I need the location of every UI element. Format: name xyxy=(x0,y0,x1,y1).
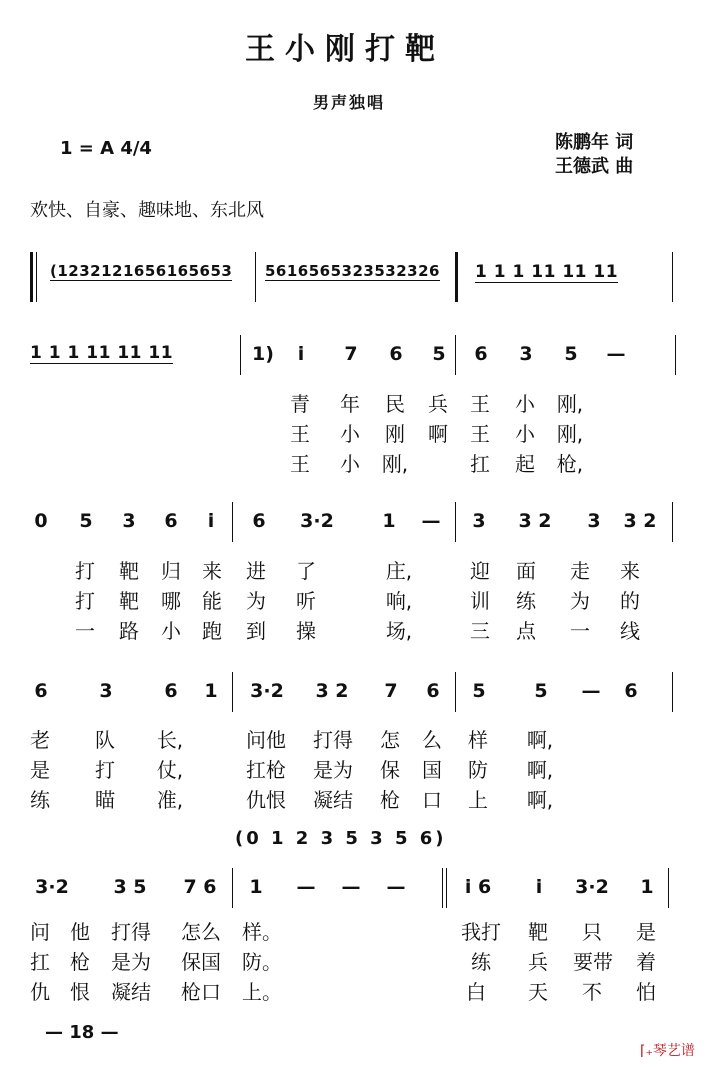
lyric: 恨 xyxy=(70,980,90,1004)
note: 5 xyxy=(472,680,486,702)
lyric: 长, xyxy=(156,728,184,752)
lyric: 凝结 xyxy=(111,980,151,1004)
lyric: 啊, xyxy=(526,788,554,812)
lyric: 小 xyxy=(340,422,360,446)
note: 7 xyxy=(384,680,398,702)
lyric-row xyxy=(0,448,720,476)
intro-bar-2: 5616565323532326 xyxy=(265,262,440,280)
note: 1 xyxy=(382,510,396,532)
lyric: 线 xyxy=(620,619,640,643)
lyric: 仗, xyxy=(156,758,184,782)
note: 3 xyxy=(99,680,113,702)
staff-line-2 xyxy=(0,335,720,375)
bar-line xyxy=(675,335,676,375)
lyric: 刚, xyxy=(556,392,584,416)
bar-line xyxy=(240,335,241,375)
lyric: 打 xyxy=(75,559,95,583)
lyric-row xyxy=(0,754,720,782)
note: 1 xyxy=(640,876,654,898)
lyric: 走 xyxy=(570,559,590,583)
lyric: 打 xyxy=(95,758,115,782)
lyric: 他 xyxy=(70,920,90,944)
bar-line-double xyxy=(455,252,458,302)
lyric: 样。 xyxy=(242,920,282,944)
lyric: 路 xyxy=(119,619,139,643)
staff-line-5 xyxy=(0,868,720,908)
note: 5 xyxy=(534,680,548,702)
lyric: 操 xyxy=(296,619,316,643)
lyric-row xyxy=(0,784,720,812)
lyric: 打得 xyxy=(313,728,353,752)
lyric-row xyxy=(0,724,720,752)
note: i 6 xyxy=(464,876,492,898)
note: 3 2 xyxy=(518,510,552,532)
note: i xyxy=(297,343,305,365)
note: 3 xyxy=(519,343,533,365)
lyric: 瞄 xyxy=(95,788,115,812)
lyric: 扛 xyxy=(470,452,490,476)
lyric: 靶 xyxy=(528,920,548,944)
lyric: 年 xyxy=(340,392,360,416)
note-group: 1 1 1 11 11 11 xyxy=(30,343,174,363)
lyric: 进 xyxy=(246,559,266,583)
lyric: 是 xyxy=(636,920,656,944)
note: 1) xyxy=(252,343,274,365)
lyric: 哪 xyxy=(161,589,181,613)
lyric: 我打 xyxy=(461,920,501,944)
lyricist-credit: 陈鹏年 词 xyxy=(555,132,634,153)
lyric-row xyxy=(0,916,720,944)
lyric: 怕 xyxy=(636,980,656,1004)
note: 3 xyxy=(122,510,136,532)
lyric: 枪, xyxy=(556,452,584,476)
lyric: 打得 xyxy=(111,920,151,944)
lyric: 准, xyxy=(156,788,184,812)
lyric-row xyxy=(0,615,720,643)
lyric: 口 xyxy=(422,788,442,812)
lyric: 为 xyxy=(570,589,590,613)
lyric: 一 xyxy=(570,619,590,643)
note: — xyxy=(341,876,361,898)
note: 1 xyxy=(249,876,263,898)
note: — xyxy=(421,510,441,532)
lyric: 枪 xyxy=(70,950,90,974)
lyric: 是为 xyxy=(313,758,353,782)
note: i xyxy=(535,876,543,898)
note: 6 xyxy=(34,680,48,702)
lyric: 刚, xyxy=(556,422,584,446)
lyric: 小 xyxy=(515,392,535,416)
bar-line xyxy=(672,252,673,302)
lyric: 了 xyxy=(296,559,316,583)
lyric: 来 xyxy=(202,559,222,583)
lyric: 练 xyxy=(516,589,536,613)
bar-line xyxy=(232,672,233,712)
lyric: 防。 xyxy=(242,950,282,974)
lyric: 老 xyxy=(30,728,50,752)
note: — xyxy=(386,876,406,898)
page-number: — 18 — xyxy=(45,1022,119,1043)
lyric: 不 xyxy=(582,980,602,1004)
song-title: 王小刚打靶 xyxy=(245,32,445,67)
lyric: 么 xyxy=(422,728,442,752)
lyric: 怎么 xyxy=(181,920,221,944)
bar-line-double xyxy=(442,868,443,908)
note: 5 xyxy=(432,343,446,365)
lyric: 到 xyxy=(246,619,266,643)
lyric: 扛枪 xyxy=(246,758,286,782)
note: 6 xyxy=(624,680,638,702)
lyric: 训 xyxy=(470,589,490,613)
logo-icon: ⌈₊ xyxy=(640,1043,653,1059)
lyric: 保 xyxy=(380,758,400,782)
note: 7 xyxy=(344,343,358,365)
note: 3·2 xyxy=(250,680,284,702)
staff-line-3 xyxy=(0,502,720,542)
lyric: 啊, xyxy=(526,758,554,782)
repeat-bar xyxy=(30,252,33,302)
note: 6 xyxy=(474,343,488,365)
lyric: 靶 xyxy=(119,559,139,583)
lyric: 靶 xyxy=(119,589,139,613)
lyric: 是 xyxy=(30,758,50,782)
lyric: 枪口 xyxy=(181,980,221,1004)
lyric: 场, xyxy=(385,619,413,643)
note: 3 xyxy=(587,510,601,532)
note: i xyxy=(207,510,215,532)
note: 6 xyxy=(164,680,178,702)
lyric: 小 xyxy=(515,422,535,446)
lyric-row xyxy=(0,388,720,416)
lyric: 兵 xyxy=(528,950,548,974)
note: 6 xyxy=(426,680,440,702)
note: 6 xyxy=(389,343,403,365)
intro-bar-1: (1232121656165653 xyxy=(50,262,233,280)
lyric: 的 xyxy=(620,589,640,613)
tempo-marking: 欢快、自豪、趣味地、东北风 xyxy=(30,200,264,221)
lyric: 要带 xyxy=(573,950,613,974)
note: 1 xyxy=(204,680,218,702)
lyric: 兵 xyxy=(428,392,448,416)
lyric: 上。 xyxy=(242,980,282,1004)
lyric: 民 xyxy=(385,392,405,416)
lyric: 国 xyxy=(422,758,442,782)
staff-line-4 xyxy=(0,672,720,712)
lyric: 防 xyxy=(468,758,488,782)
song-subtitle: 男声独唱 xyxy=(313,93,386,112)
lyric: 问 xyxy=(30,920,50,944)
lyric: 迎 xyxy=(470,559,490,583)
lyric: 白 xyxy=(466,980,486,1004)
intro-bar-3: 1 1 1 11 11 11 xyxy=(475,262,619,282)
note: 6 xyxy=(252,510,266,532)
key-signature: 1 = A 4/4 xyxy=(60,138,152,159)
lyric: 枪 xyxy=(380,788,400,812)
lyric: 能 xyxy=(202,589,222,613)
lyric: 响, xyxy=(385,589,413,613)
lyric: 为 xyxy=(246,589,266,613)
lyric: 青 xyxy=(290,392,310,416)
lyric-row xyxy=(0,976,720,1004)
lyric: 庄, xyxy=(385,559,413,583)
lyric: 扛 xyxy=(30,950,50,974)
lyric: 点 xyxy=(516,619,536,643)
lyric: 样 xyxy=(468,728,488,752)
lyric: 练 xyxy=(471,950,491,974)
lyric: 保国 xyxy=(181,950,221,974)
lyric: 啊, xyxy=(526,728,554,752)
lyric: 是为 xyxy=(111,950,151,974)
lyric: 仇 xyxy=(30,980,50,1004)
bar-line xyxy=(455,502,456,542)
bar-line-double xyxy=(446,868,447,908)
note: 3 2 xyxy=(315,680,349,702)
note: 3 xyxy=(472,510,486,532)
lyric: 刚 xyxy=(385,422,405,446)
lyric-row xyxy=(0,555,720,583)
lyric: 怎 xyxy=(380,728,400,752)
lyric: 小 xyxy=(340,452,360,476)
lyric-row xyxy=(0,946,720,974)
bar-line xyxy=(668,868,669,908)
lyric: 王 xyxy=(470,392,490,416)
lyric: 啊 xyxy=(428,422,448,446)
note: 3·2 xyxy=(35,876,69,898)
lyric: 上 xyxy=(468,788,488,812)
lyric: 只 xyxy=(582,920,602,944)
lyric: 听 xyxy=(296,589,316,613)
lyric: 仇恨 xyxy=(246,788,286,812)
bar-line xyxy=(672,672,673,712)
watermark-logo xyxy=(640,1040,695,1060)
lyric: 起 xyxy=(515,452,535,476)
bar-line xyxy=(232,868,233,908)
note: 0 xyxy=(34,510,48,532)
note: — xyxy=(296,876,316,898)
note: 3 5 xyxy=(113,876,147,898)
lyric: 天 xyxy=(528,980,548,1004)
note: 5 xyxy=(564,343,578,365)
lyric-row xyxy=(0,585,720,613)
note: — xyxy=(581,680,601,702)
bar-line xyxy=(672,502,673,542)
composer-credit: 王德武 曲 xyxy=(555,156,634,177)
lyric: 王 xyxy=(470,422,490,446)
lyric: 小 xyxy=(161,619,181,643)
note: 3 2 xyxy=(623,510,657,532)
lyric: 归 xyxy=(161,559,181,583)
lyric: 一 xyxy=(75,619,95,643)
lyric-row xyxy=(0,418,720,446)
lyric: 凝结 xyxy=(313,788,353,812)
lyric: 三 xyxy=(470,619,490,643)
bar-line xyxy=(255,252,256,302)
note: 6 xyxy=(164,510,178,532)
note: — xyxy=(606,343,626,365)
lyric: 队 xyxy=(95,728,115,752)
note: 7 6 xyxy=(183,876,217,898)
lyric: 刚, xyxy=(381,452,409,476)
lyric: 来 xyxy=(620,559,640,583)
repeat-bar-thin xyxy=(36,252,37,302)
note: 3·2 xyxy=(575,876,609,898)
lyric: 问他 xyxy=(246,728,286,752)
lyric: 打 xyxy=(75,589,95,613)
lyric: 着 xyxy=(636,950,656,974)
lyric: 王 xyxy=(290,422,310,446)
interlude: (0 1 2 3 5 3 5 6) xyxy=(235,828,447,849)
lyric: 王 xyxy=(290,452,310,476)
lyric: 练 xyxy=(30,788,50,812)
bar-line xyxy=(455,672,456,712)
bar-line xyxy=(232,502,233,542)
watermark-text: 琴艺谱 xyxy=(652,1043,695,1059)
lyric: 面 xyxy=(516,559,536,583)
bar-line xyxy=(455,335,456,375)
note: 3·2 xyxy=(300,510,334,532)
note: 5 xyxy=(79,510,93,532)
lyric: 跑 xyxy=(202,619,222,643)
